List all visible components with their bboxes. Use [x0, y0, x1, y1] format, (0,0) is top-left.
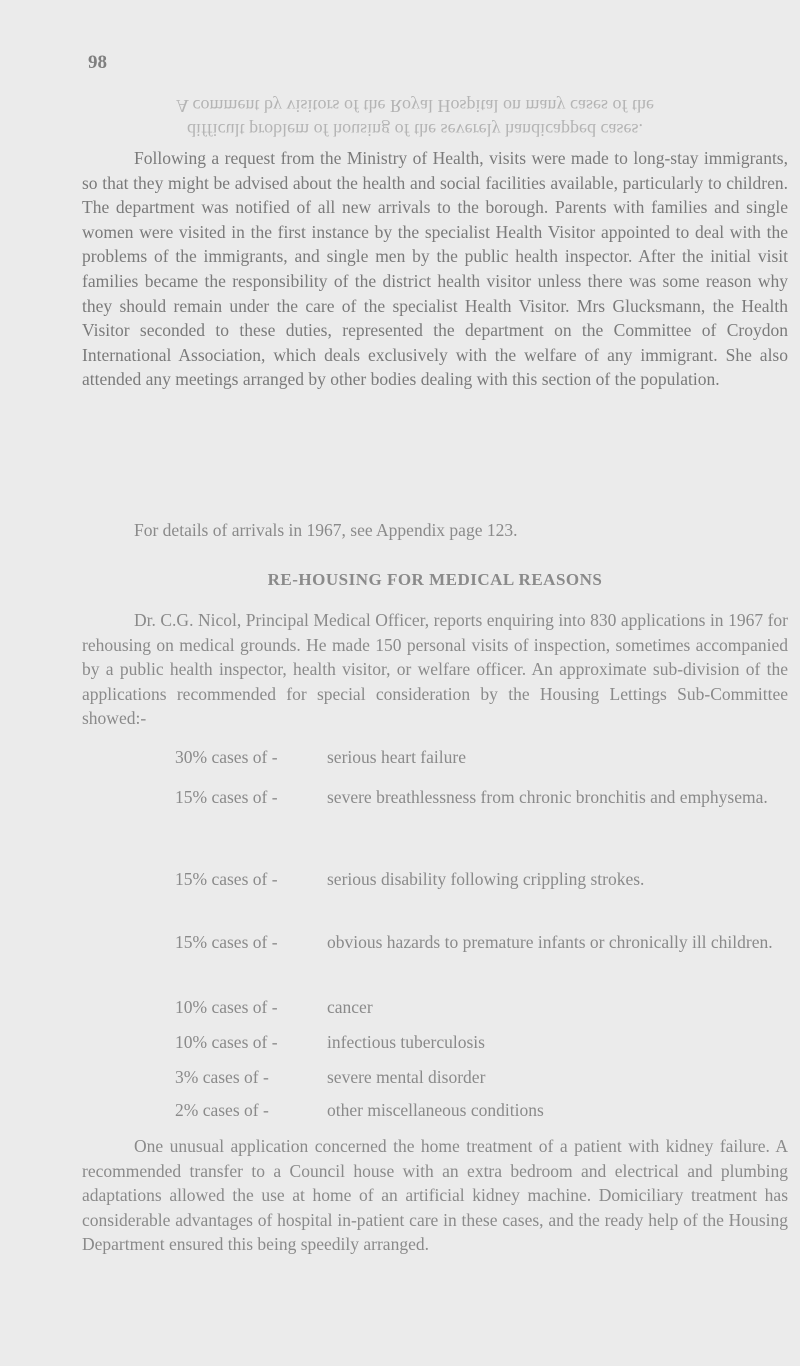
condition-percent: 15% cases of -: [175, 932, 278, 952]
condition-description: infectious tuberculosis: [327, 1032, 485, 1052]
condition-percent: 10% cases of -: [175, 997, 278, 1017]
page-number: 98: [88, 52, 107, 73]
condition-percent: 3% cases of -: [175, 1067, 269, 1087]
condition-percent: 30% cases of -: [175, 747, 278, 767]
immigrants-paragraph: Following a request from the Ministry of Health, visits were made to long-stay immigrants, so that they might be advised about the health and social facilities available, particularly to children. The department was notified of all new arrivals to the borough. Parents with families and single women were visited in the first instance by the specialist Health Visitor appointed to deal with the problems of the immigrants, and single men by the public health inspector. After the initial visit families became the responsibility of the district health visitor unless there was some reason why they should remain under the care of the specialist Health Visitor. Mrs Glucksmann, the Health Visitor seconded to these duties, represented the department on the Committee of Croydon International Association, which deals exclusively with the welfare of any immigrant. She also attended any meetings arranged by other bodies dealing with this section of the population.: [82, 148, 788, 390]
condition-percent: 15% cases of -: [175, 869, 278, 889]
condition-description: cancer: [327, 997, 373, 1017]
condition-percent: 2% cases of -: [175, 1100, 269, 1120]
condition-description: severe breathlessness from chronic bronchitis and emphysema.: [327, 787, 768, 807]
condition-row: [175, 1030, 775, 1055]
condition-row: [175, 785, 775, 810]
kidney-paragraph: One unusual application concerned the home treatment of a patient with kidney failure. A recommended transfer to a Council house with an extra bedroom and electrical and plumbing adaptations allowed the use at home of an artificial kidney machine. Domiciliary treatment has considerable advantages of hospital in-patient care in these cases, and the ready help of the Housing Department ensured this being speedily arranged.: [82, 1136, 788, 1255]
condition-row: [175, 1098, 775, 1123]
condition-row: [175, 745, 775, 770]
condition-row: [175, 930, 775, 955]
condition-description: serious disability following crippling strokes.: [327, 869, 645, 889]
condition-percent: 15% cases of -: [175, 787, 278, 807]
condition-description: serious heart failure: [327, 747, 466, 767]
condition-description: severe mental disorder: [327, 1067, 486, 1087]
arrivals-note: For details of arrivals in 1967, see Appendix page 123.: [134, 520, 518, 540]
condition-row: [175, 867, 775, 892]
condition-percent: 10% cases of -: [175, 1032, 278, 1052]
condition-description: obvious hazards to premature infants or chronically ill children.: [327, 932, 773, 952]
bleed-through-line: difficult problem of housing of the severely handicapped cases.: [186, 120, 644, 140]
bleed-through-line: A comment by visitors of the Royal Hospital on many cases of the: [176, 96, 654, 116]
condition-row: [175, 995, 775, 1020]
condition-row: [175, 1065, 775, 1090]
rehousing-paragraph: Dr. C.G. Nicol, Principal Medical Officer, reports enquiring into 830 applications in 1967 for rehousing on medical grounds. He made 150 personal visits of inspection, sometimes accompanied by a public health inspector, health visitor, or welfare officer. An approximate sub-division of the applications recommended for special consideration by the Housing Lettings Sub-Committee showed:-: [82, 610, 788, 729]
section-heading: RE-HOUSING FOR MEDICAL REASONS: [267, 570, 603, 589]
condition-description: other miscellaneous conditions: [327, 1100, 544, 1120]
